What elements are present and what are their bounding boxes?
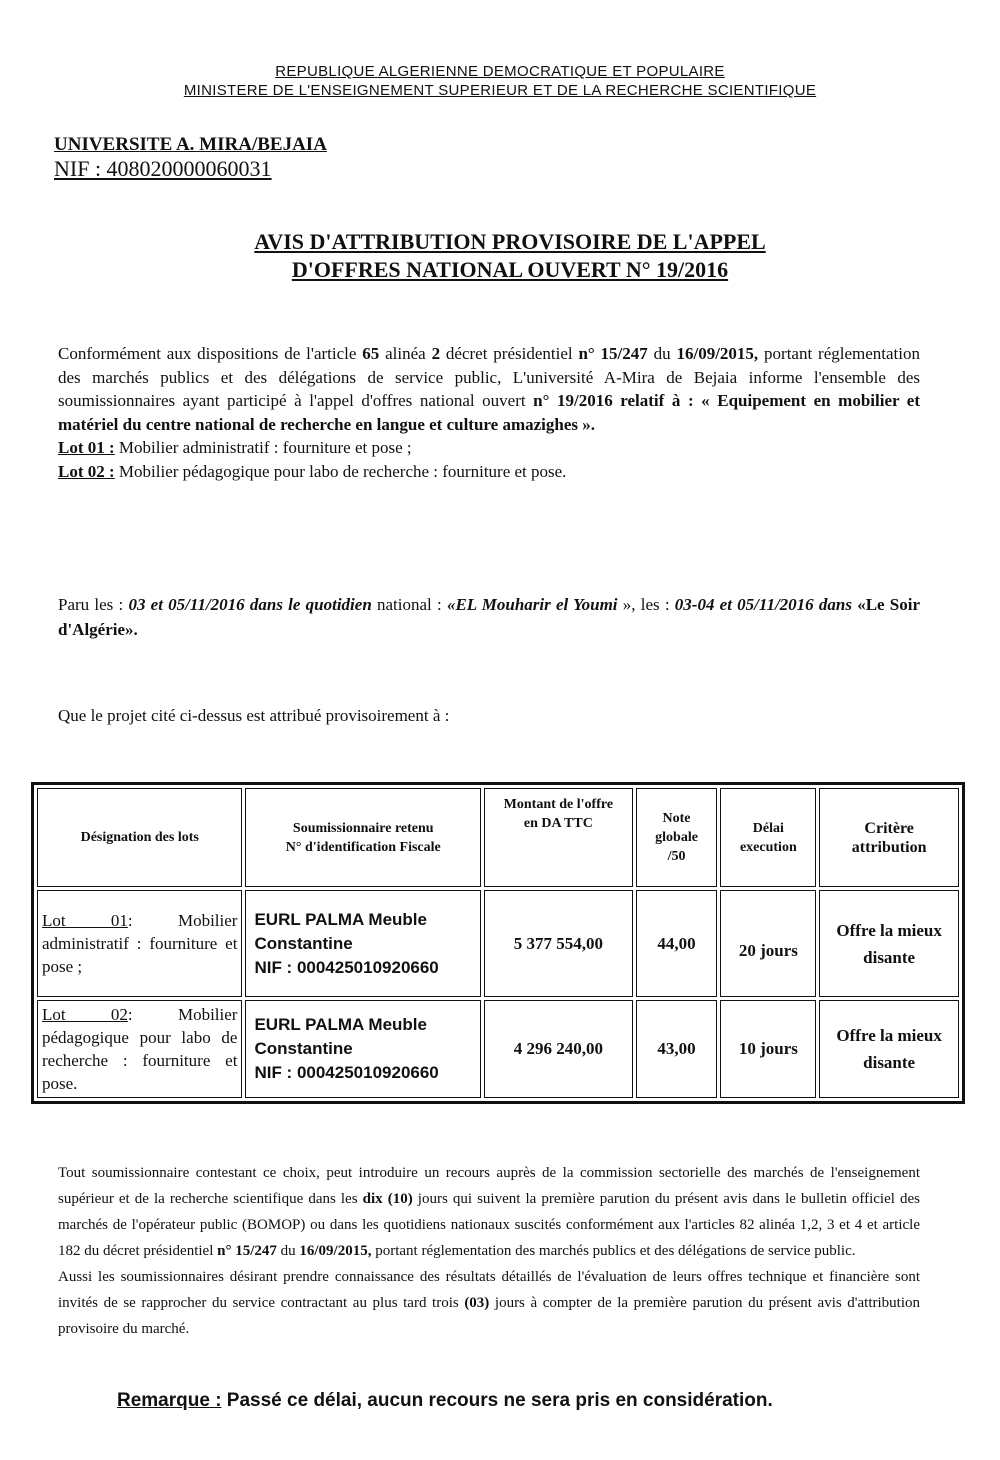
table-row (37, 890, 959, 997)
intro-text: décret présidentiel (440, 344, 579, 363)
recourse-text: Tout soumissionnaire contestant ce choix, peut introduire un recours auprès de la commission sectorielle des marchés de l'enseignement supérieur et de la recherche scientifique dans les (58, 1165, 920, 1207)
cell-bidder: EURL PALMA Meuble Constantine NIF : 000425010920660 (245, 1000, 481, 1098)
cell-lot: Lot 01: Mobilier administratif : fourniture et pose ; (37, 890, 242, 997)
intro-article: 65 (362, 344, 380, 363)
document-header (0, 62, 1000, 100)
cell-amount: 4 296 240,00 (484, 1000, 633, 1098)
cell-delai: 20 jours (720, 890, 816, 997)
attribution-table (31, 782, 965, 1104)
cell-note: 43,00 (636, 1000, 718, 1098)
lot-line-2 (58, 460, 920, 484)
recourse-text: du (276, 1243, 300, 1259)
cell-delai: 10 jours (720, 1000, 816, 1098)
paru-journal-2: «Le Soir d'Algérie». (58, 595, 921, 639)
intro-text: du (647, 344, 677, 363)
intro-paragraph (58, 342, 920, 483)
intro-decree: n° 15/247 (578, 344, 648, 363)
university-block (54, 133, 327, 181)
header-amount: Montant de l'offre en DA TTC (484, 788, 633, 887)
paru-dates-2: 03-04 et 05/11/2016 dans (674, 595, 852, 614)
header-lots: Désignation des lots (37, 788, 242, 887)
recourse-paragraph (58, 1160, 920, 1342)
remark-line (117, 1390, 773, 1412)
intro-date: 16/09/2015, (676, 344, 759, 363)
university-nif: NIF : 408020000060031 (54, 156, 272, 181)
recourse-text: jours qui suivent la première parution du présent avis dans le bulletin officiel des marchés de l'opérateur public (BOMOP) ou dans les quotidiens nationaux suscités conformément aux l'articles 82 alinéa 1,2, 3 et 4 et article 182 du décret présidentiel (58, 1191, 920, 1259)
title-line-2: D'OFFRES NATIONAL OUVERT N° 19/2016 (291, 257, 729, 282)
cell-amount: 5 377 554,00 (484, 890, 633, 997)
ministry-line: MINISTERE DE L'ENSEIGNEMENT SUPERIEUR ET DE LA RECHERCHE SCIENTIFIQUE (183, 82, 817, 99)
header-delai: Délai execution (720, 788, 816, 887)
intro-text: portant réglementation des marchés publics et des délégations de service public, L'université A-Mira de Bejaia informe l'ensemble des soumissionnaires ayant participé à l'appel d'offres national ouvert (58, 344, 920, 410)
paru-text: national : (371, 595, 447, 614)
paru-dates-1: 03 et 05/11/2016 dans le quotidien (128, 595, 372, 614)
cell-bidder: EURL PALMA Meuble Constantine NIF : 000425010920660 (245, 890, 481, 997)
paru-text: Paru les : (58, 595, 129, 614)
cell-critere: Offre la mieux disante (819, 890, 959, 997)
attribution-intro: Que le projet cité ci-dessus est attribué provisoirement à : (58, 706, 450, 725)
cell-critere: Offre la mieux disante (819, 1000, 959, 1098)
lot-label: Lot 01 : (58, 438, 115, 457)
cell-lot: Lot 02: Mobilier pédagogique pour labo de recherche : fourniture et pose. (37, 1000, 242, 1098)
recourse-three-days: (03) (464, 1295, 490, 1311)
publication-paragraph (58, 592, 920, 642)
recourse-decree: n° 15/247 (217, 1243, 277, 1259)
title-line-1: AVIS D'ATTRIBUTION PROVISOIRE DE L'APPEL (254, 229, 766, 254)
lot-description: Mobilier pédagogique pour labo de recherche : fourniture et pose. (114, 461, 567, 481)
table-header-row (37, 788, 959, 887)
cell-note: 44,00 (636, 890, 718, 997)
lot-label: Lot 02 : (58, 461, 115, 481)
intro-text: alinéa (379, 344, 432, 363)
republic-line: REPUBLIQUE ALGERIENNE DEMOCRATIQUE ET POPULAIRE (275, 63, 725, 80)
header-critere: Critère attribution (819, 788, 959, 887)
intro-subject: n° 19/2016 relatif à : « Equipement en mobilier et matériel du centre national de recherche en langue et culture amazighes ». (58, 391, 921, 434)
recourse-text: portant réglementation des marchés publics et des délégations de service public. (371, 1243, 856, 1259)
recourse-date: 16/09/2015, (299, 1243, 372, 1259)
intro-text: Conformément aux dispositions de l'article (58, 344, 363, 363)
table-row (37, 1000, 959, 1098)
header-note: Note globale /50 (636, 788, 718, 887)
remark-label: Remarque : (117, 1390, 222, 1411)
lot-description: Mobilier administratif : fourniture et pose ; (114, 438, 412, 457)
header-bidder: Soumissionnaire retenu N° d'identification Fiscale (245, 788, 481, 887)
remark-text: Passé ce délai, aucun recours ne sera pris en considération. (221, 1390, 773, 1411)
university-name: UNIVERSITE A. MIRA/BEJAIA (54, 134, 327, 155)
lot-line-1 (58, 436, 920, 460)
recourse-days: dix (10) (362, 1191, 413, 1207)
paru-text: », les : (617, 595, 675, 614)
paru-journal-1: «EL Mouharir el Youmi (446, 595, 618, 614)
recourse-text: jours à compter de la première parution du présent avis d'attribution provisoire du marché. (58, 1295, 920, 1337)
intro-alinea: 2 (431, 344, 441, 363)
notice-title (0, 228, 1000, 284)
recourse-text: Aussi les soumissionnaires désirant prendre connaissance des résultats détaillés de l'évaluation de leurs offres technique et financière sont invités de se rapprocher du service contractant au plus tard trois (58, 1269, 920, 1311)
